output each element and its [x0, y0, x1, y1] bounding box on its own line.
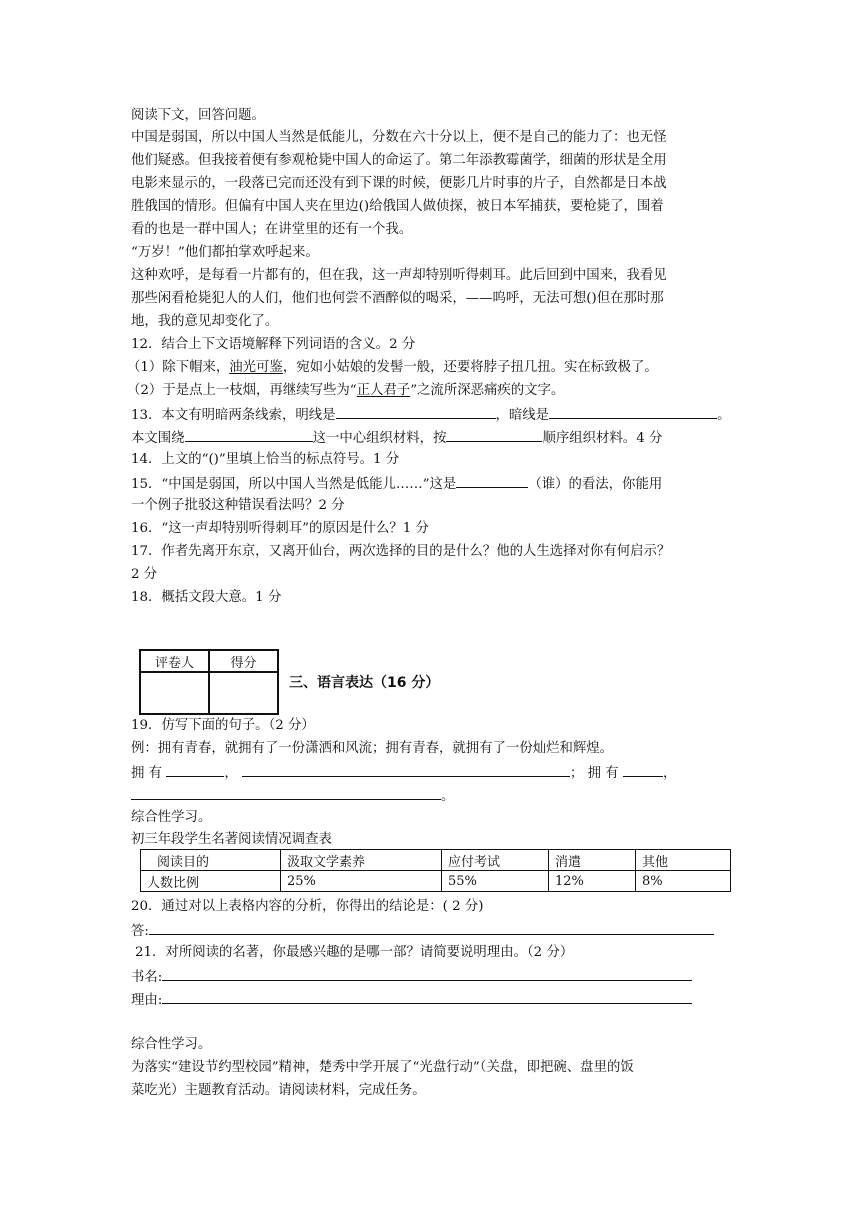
answer-blank[interactable]: [162, 967, 692, 981]
survey-cell: 12%: [549, 871, 636, 892]
book-label: 书名:: [131, 970, 163, 985]
question-12-2: [127, 382, 564, 400]
survey-cell: 8%: [636, 871, 731, 892]
reason-label: 理由:: [131, 993, 163, 1008]
survey-row-label: 人数比例: [141, 871, 281, 892]
q21-reason-line: [131, 990, 692, 1010]
answer-blank[interactable]: [131, 786, 441, 800]
question-12: 12．结合上下文语境解释下列词语的含义。2 分: [131, 337, 416, 352]
answer-blank[interactable]: [336, 405, 496, 419]
survey-header-cell: 消遣: [549, 850, 636, 871]
question-20: 20．通过对以上表格内容的分析，你得出的结论是：( 2 分): [131, 899, 484, 914]
answer-label: 答:: [131, 924, 149, 939]
q19-example: 例：拥有青春，就拥有了一份潇洒和风流；拥有青春，就拥有了一份灿烂和辉煌。: [131, 741, 614, 756]
answer-blank[interactable]: [162, 990, 692, 1004]
q21-book-line: [131, 967, 692, 987]
q12-2-term: 正人君子: [356, 383, 411, 398]
answer-blank[interactable]: [166, 763, 224, 777]
q19-text-2: 拥 有: [587, 766, 619, 781]
q13-text: 13．本文有明暗两条线索，明线是: [131, 408, 336, 423]
q19-answer-line-2: [131, 786, 454, 806]
question-18: 18．概括文段大意。1 分: [131, 590, 282, 605]
final-instruction: 为落实“建设节约型校园”精神，楚秀中学开展了“光盘行动”（关盘，即把碗、盘里的饭: [131, 1060, 634, 1075]
q15-text: 15．“中国是弱国，所以中国人当然是低能儿……”这是: [131, 477, 457, 492]
question-14: 14．上文的“()”里填上恰当的标点符号。1 分: [131, 452, 400, 467]
score-cell[interactable]: [209, 672, 278, 714]
passage-line: 那些闲看枪毙犯人的人们，他们也何尝不酒醉似的喝采，——呜呼，无法可想()但在那时那: [131, 291, 664, 306]
answer-blank[interactable]: [549, 405, 717, 419]
question-19: 19．仿写下面的句子。（2 分）: [131, 718, 315, 733]
q15-text-2: （谁）的看法，你能用: [528, 477, 663, 492]
reviewer-label: 评卷人: [140, 650, 209, 672]
passage-line: 他们疑惑。但我接着便有参观枪毙中国人的命运了。第二年添教霉菌学，细菌的形状是全用: [131, 153, 667, 168]
q13-text-3: 。: [717, 408, 731, 423]
answer-blank[interactable]: [446, 428, 542, 442]
q13-text-6: 顺序组织材料。4 分: [542, 431, 663, 446]
q12-1-text: （1）除下帽来，: [127, 360, 230, 375]
question-16: 16．“这一声却特别听得刺耳”的原因是什么？1 分: [131, 521, 429, 536]
q19-text: 拥 有: [131, 766, 163, 781]
survey-title: 初三年段学生名著阅读情况调查表: [131, 832, 332, 847]
survey-header-cell: 阅读目的: [141, 850, 281, 871]
passage-line: 中国是弱国，所以中国人当然是低能儿，分数在六十分以上，便不是自己的能力了：也无怪: [131, 130, 667, 145]
integrated-study-label-2: 综合性学习。: [131, 1037, 212, 1052]
q19-comma-2: ，: [662, 766, 677, 781]
passage-line: “万岁！”他们都拍掌欢呼起来。: [131, 245, 319, 260]
passage-line: 地，我的意见却变化了。: [131, 314, 279, 329]
section-title: 三、语言表达（16 分）: [289, 675, 440, 691]
q19-answer-line: [131, 763, 676, 783]
q12-1-text-rest: ，宛如小姑娘的发髻一般，还要将脖子扭几扭。实在标致极了。: [282, 360, 658, 375]
survey-cell: 25%: [281, 871, 442, 892]
answer-blank[interactable]: [456, 474, 528, 488]
survey-table: [140, 849, 731, 892]
question-13-cont: [131, 428, 662, 448]
final-instruction-cont: 菜吃光）主题教育活动。请阅读材料，完成任务。: [131, 1083, 426, 1098]
question-21: 21．对所阅读的名著，你最感兴趣的是哪一部？请简要说明理由。（2 分）: [135, 945, 574, 960]
q13-text-4: 本文围绕: [131, 431, 185, 446]
passage-line: 电影来显示的，一段落已完而还没有到下课的时候，便影几片时事的片子，自然都是日本战: [131, 176, 667, 191]
q12-1-term: 油光可鉴: [229, 360, 283, 375]
survey-header-cell: 应付考试: [442, 850, 549, 871]
q19-semicolon: ；: [569, 766, 584, 781]
passage-line: 这种欢呼，是每看一片都有的，但在我，这一声却特别听得刺耳。此后回到中国来，我看见: [131, 268, 667, 283]
reviewer-cell[interactable]: [140, 672, 209, 714]
question-15: [131, 474, 662, 494]
q19-period: 。: [441, 789, 455, 804]
question-15-cont: 一个例子批驳这种错误看法吗？2 分: [131, 498, 345, 513]
q20-answer-line: [131, 921, 714, 941]
q12-2-text-rest: ”之流所深恶痛疾的文字。: [410, 383, 565, 398]
q13-text-5: 这一中心组织材料，按: [312, 431, 447, 446]
score-box: [139, 649, 279, 715]
survey-data-row: [141, 871, 731, 892]
survey-header-cell: 汲取文学素养: [281, 850, 442, 871]
survey-header-row: [141, 850, 731, 871]
question-17: 17．作者先离开东京，又离开仙台，两次选择的目的是什么？他的人生选择对你有何启示？: [131, 544, 671, 559]
question-12-1: [127, 359, 658, 377]
question-13: [131, 405, 730, 425]
answer-blank[interactable]: [185, 428, 313, 442]
reading-instruction: 阅读下文，回答问题。: [131, 108, 265, 123]
question-17-cont: 2 分: [131, 567, 158, 582]
q19-comma: ，: [224, 766, 238, 781]
passage-line: 胜俄国的情形。但偏有中国人夹在里边()给俄国人做侦探，被日本军捕获，要枪毙了，围着: [131, 199, 664, 214]
survey-cell: 55%: [442, 871, 549, 892]
q13-text-2: ，暗线是: [495, 408, 550, 423]
score-label: 得分: [209, 650, 278, 672]
survey-header-cell: 其他: [636, 850, 731, 871]
answer-blank[interactable]: [242, 763, 570, 777]
integrated-study-label: 综合性学习。: [131, 810, 212, 825]
passage-line: 看的也是一群中国人；在讲堂里的还有一个我。: [131, 222, 413, 237]
q12-2-text: （2）于是点上一枝烟，再继续写些为“: [127, 383, 357, 398]
answer-blank[interactable]: [149, 921, 714, 935]
answer-blank[interactable]: [623, 763, 663, 777]
